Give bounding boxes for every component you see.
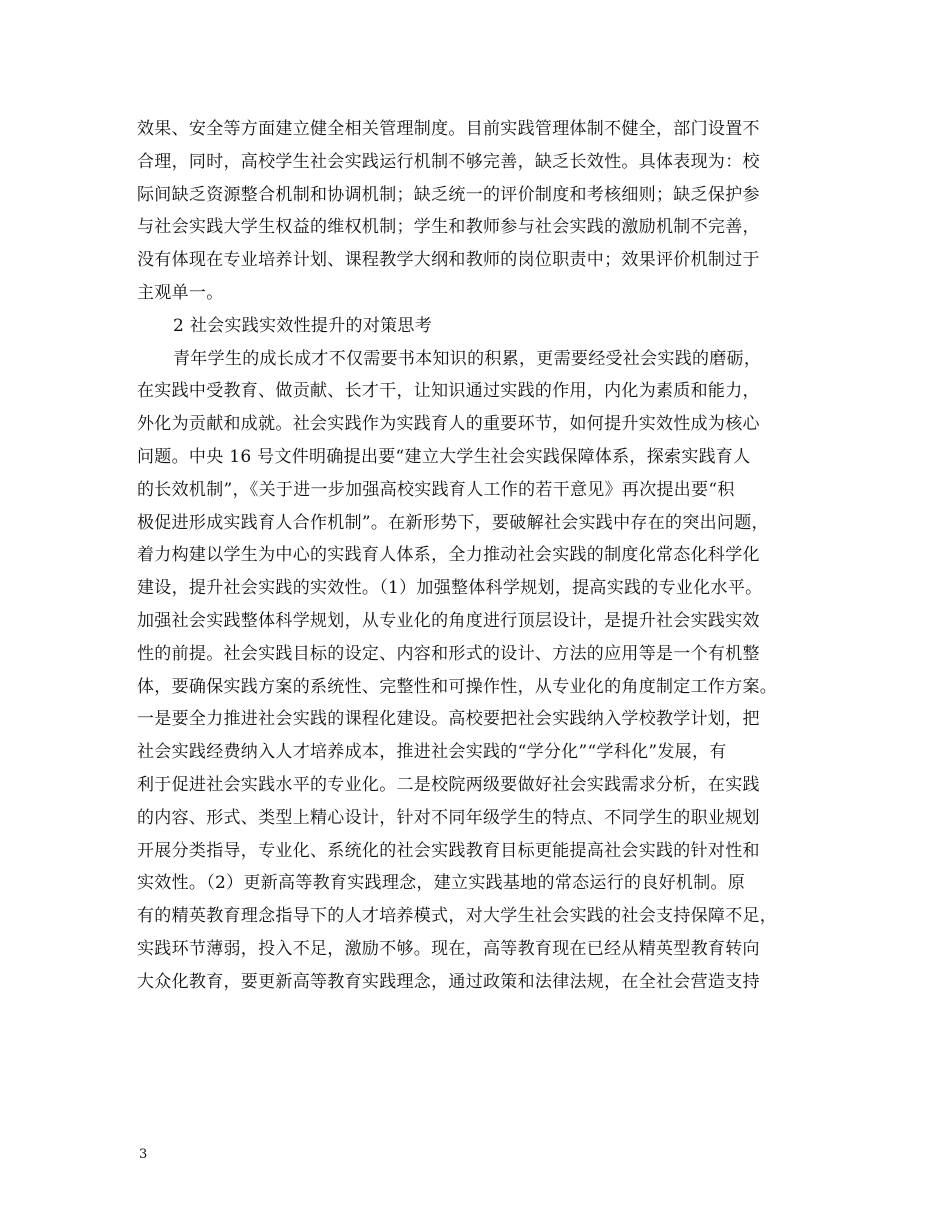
text-line: 性的前提。社会实践目标的设定、内容和形式的设计、方法的应用等是一个有机整 xyxy=(137,643,760,664)
text-line: 主观单一。 xyxy=(137,282,224,303)
section-heading: 2 社会实践实效性提升的对策思考 xyxy=(173,315,433,336)
text-line: 建设，提升社会实践的实效性。（1）加强整体科学规划，提高实践的专业化水平。 xyxy=(137,578,763,599)
text-line: 开展分类指导，专业化、系统化的社会实践教育目标更能提高社会实践的针对性和 xyxy=(137,840,760,861)
text-line: 实效性。（2）更新高等教育实践理念，建立实践基地的常态运行的良好机制。原 xyxy=(137,873,746,894)
text-line: 有的精英教育理念指导下的人才培养模式，对大学生社会实践的社会支持保障不足， xyxy=(137,906,778,927)
page-number: 3 xyxy=(139,1147,148,1162)
text-line: 外化为贡献和成就。社会实践作为实践育人的重要环节，如何提升实效性成为核心 xyxy=(137,414,760,435)
text-line: 着力构建以学生为中心的实践育人体系，全力推动社会实践的制度化常态化科学化 xyxy=(137,545,760,566)
text-line: 效果、安全等方面建立健全相关管理制度。目前实践管理体制不健全，部门设置不 xyxy=(137,119,760,139)
text-line: 的长效机制”，《关于进一步加强高校实践育人工作的若干意见》再次提出要“积 xyxy=(137,479,735,500)
text-line: 利于促进社会实践水平的专业化。二是校院两级要做好社会实践需求分析，在实践 xyxy=(137,774,760,795)
text-line: 的内容、形式、类型上精心设计，针对不同年级学生的特点、不同学生的职业规划 xyxy=(137,807,760,828)
text-line: 青年学生的成长成才不仅需要书本知识的积累，更需要经受社会实践的磨砺， xyxy=(173,348,762,369)
text-line: 与社会实践大学生权益的维权机制；学生和教师参与社会实践的激励机制不完善， xyxy=(137,217,760,238)
text-line: 没有体现在专业培养计划、课程教学大纲和教师的岗位职责中；效果评价机制过于 xyxy=(137,250,760,271)
text-line: 一是要全力推进社会实践的课程化建设。高校要把社会实践纳入学校教学计划，把 xyxy=(137,709,760,730)
text-line: 在实践中受教育、做贡献、长才干，让知识通过实践的作用，内化为素质和能力， xyxy=(137,381,760,402)
text-line: 大众化教育，要更新高等教育实践理念，通过政策和法律法规，在全社会营造支持 xyxy=(137,971,760,992)
text-line: 加强社会实践整体科学规划，从专业化的角度进行顶层设计，是提升社会实践实效 xyxy=(137,610,760,631)
text-line: 社会实践经费纳入人才培养成本，推进社会实践的“学分化”“学科化”发展，有 xyxy=(137,742,727,763)
text-line: 极促进形成实践育人合作机制”。在新形势下，要破解社会实践中存在的突出问题， xyxy=(137,512,769,533)
text-line: 际间缺乏资源整合机制和协调机制；缺乏统一的评价制度和考核细则；缺乏保护参 xyxy=(137,184,760,205)
text-line: 实践环节薄弱，投入不足，激励不够。现在，高等教育现在已经从精英型教育转向 xyxy=(137,938,760,959)
text-line: 问题。中央 16 号文件明确提出要“建立大学生社会实践保障体系，探索实践育人 xyxy=(137,446,751,467)
text-line: 合理，同时，高校学生社会实践运行机制不够完善，缺乏长效性。具体表现为：校 xyxy=(137,151,760,172)
body-text xyxy=(137,113,827,999)
text-line: 体，要确保实践方案的系统性、完整性和可操作性，从专业化的角度制定工作方案。 xyxy=(137,676,778,697)
